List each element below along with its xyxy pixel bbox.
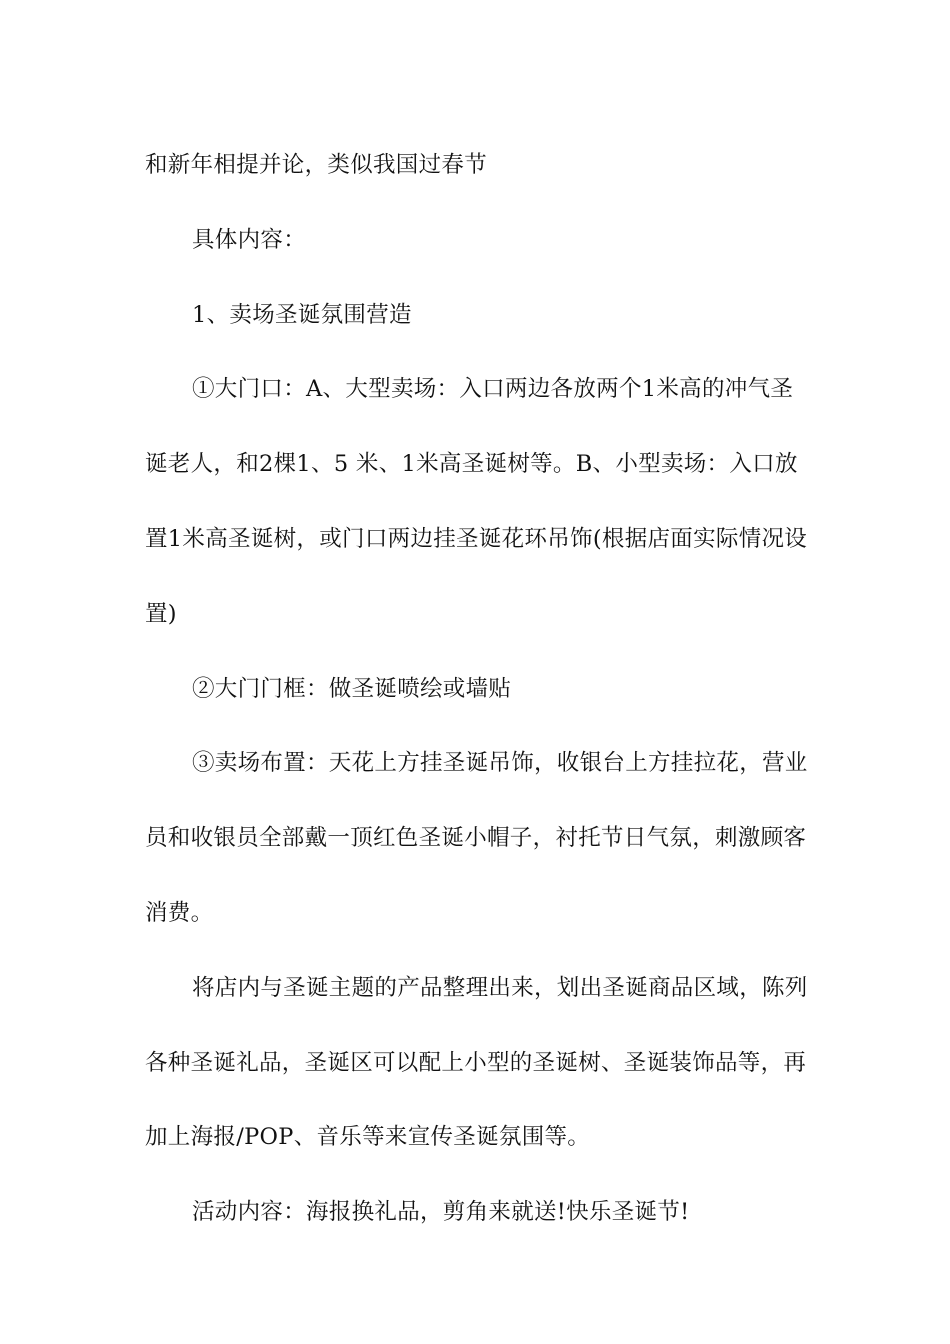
paragraph-store-layout: ③卖场布置：天花上方挂圣诞吊饰，收银台上方挂拉花，营业员和收银员全部戴一顶红色圣诞小帽子，衬托节日气氛，刺激顾客消费。 [145, 750, 808, 926]
paragraph-section-title: 1、卖场圣诞氛围营造 [192, 301, 412, 328]
paragraph-entrance: ①大门口：A、大型卖场：入口两边各放两个1米高的冲气圣诞老人，和2棵1、5 米、1米高圣诞树等。B、小型卖场：入口放置1米高圣诞树，或门口两边挂圣诞花环吊饰(根据店面实际情况设置) [145, 376, 808, 627]
paragraph-door-frame: ②大门门框：做圣诞喷绘或墙贴 [192, 675, 512, 702]
paragraph-product-area: 将店内与圣诞主题的产品整理出来，划出圣诞商品区域，陈列各种圣诞礼品，圣诞区可以配上小型的圣诞树、圣诞装饰品等，再加上海报/POP、音乐等来宣传圣诞氛围等。 [145, 974, 808, 1151]
paragraph-activity: 活动内容：海报换礼品，剪角来就送!快乐圣诞节! [192, 1199, 690, 1226]
paragraph-continuation: 和新年相提并论，类似我国过春节 [145, 152, 488, 178]
paragraph-content-heading: 具体内容： [192, 226, 307, 253]
document-body [145, 128, 810, 1250]
